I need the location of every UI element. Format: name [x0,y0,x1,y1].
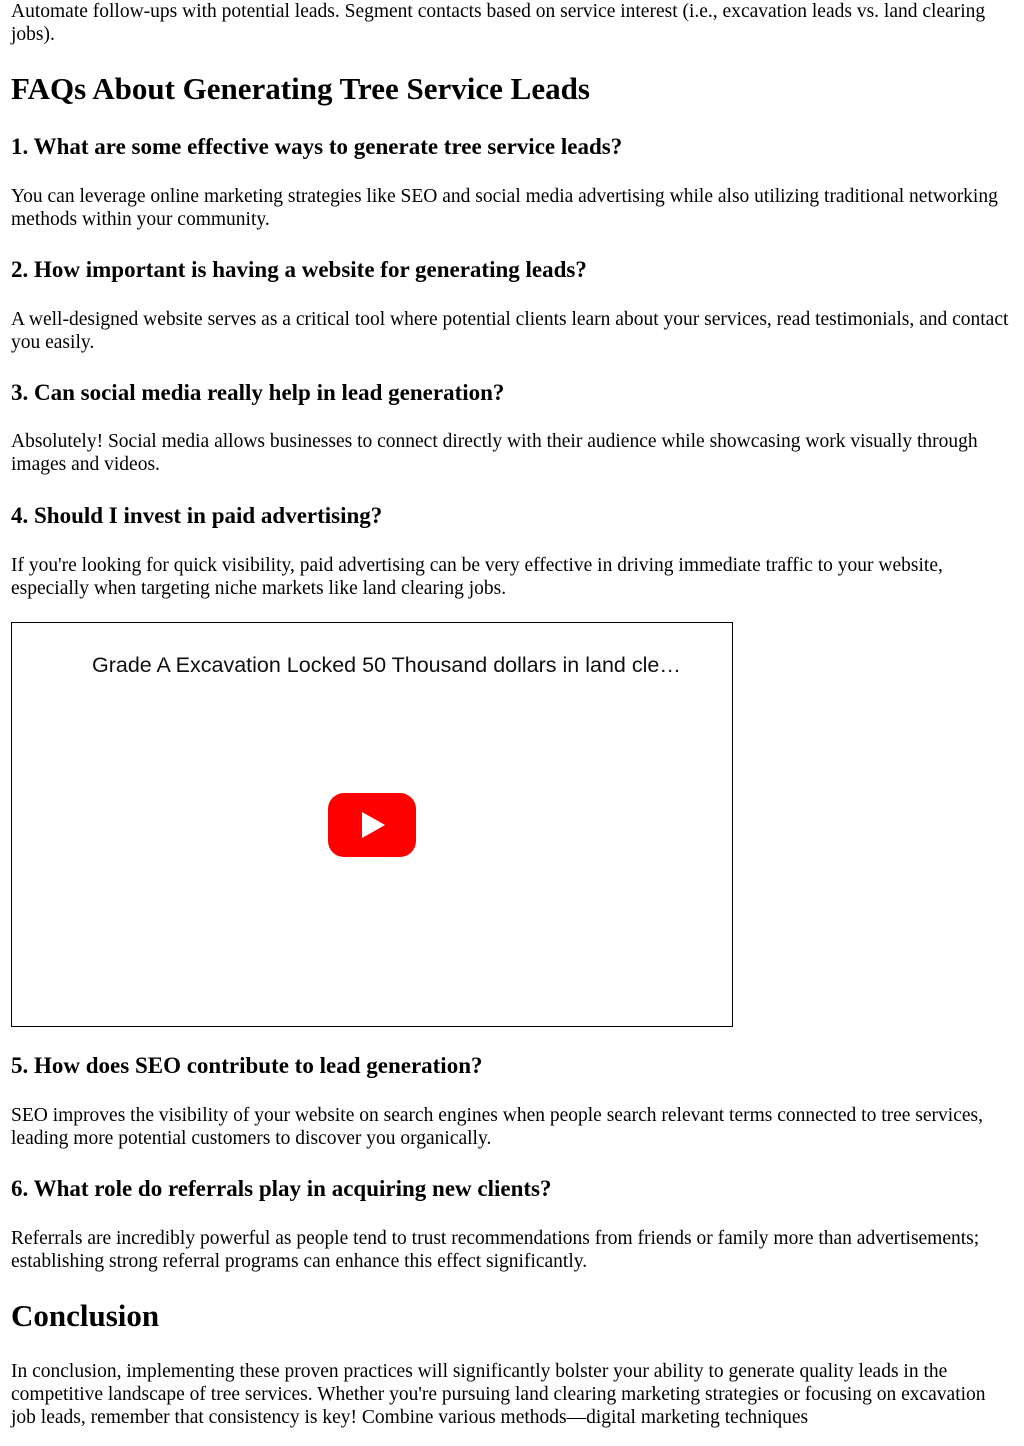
youtube-play-icon[interactable] [328,793,416,857]
embedded-video-player[interactable] [11,622,733,1027]
faq-answer-1: You can leverage online marketing strategies like SEO and social media advertising while also utilizing traditional networking methods within your community. [11,186,998,230]
conclusion-paragraph: In conclusion, implementing these proven practices will significantly bolster your ability to generate quality leads in the competitive landscape of tree services. Whether you're pursuing land clearing marketing strategies or focusing on excavation job leads, remember that consistency is key! Combine various methods—digital marketing techniques [11,1361,986,1428]
video-title[interactable]: Grade A Excavation Locked 50 Thousand dollars in land cle… [92,653,681,677]
faq-heading: FAQs About Generating Tree Service Leads [11,71,590,106]
faq-answer-6: Referrals are incredibly powerful as people tend to trust recommendations from friends or family more than advertisements; establishing strong referral programs can enhance this effect significantly. [11,1228,980,1272]
intro-paragraph: Automate follow-ups with potential leads. Segment contacts based on service interest (i.e., excavation leads vs. land clearing jobs). [11,1,986,45]
faq-question-6: 6. What role do referrals play in acquiring new clients? [11,1176,552,1201]
faq-answer-2: A well-designed website serves as a critical tool where potential clients learn about your services, read testimonials, and contact you easily. [11,309,1009,353]
faq-question-3: 3. Can social media really help in lead generation? [11,380,505,405]
faq-answer-3: Absolutely! Social media allows businesses to connect directly with their audience while showcasing work visually through images and videos. [11,431,978,475]
faq-answer-5: SEO improves the visibility of your website on search engines when people search relevant terms connected to tree services, leading more potential customers to discover you organically. [11,1105,983,1149]
play-button[interactable] [328,793,416,857]
conclusion-heading: Conclusion [11,1298,160,1333]
faq-answer-4: If you're looking for quick visibility, paid advertising can be very effective in driving immediate traffic to your website, especially when targeting niche markets like land clearing jobs. [11,555,943,599]
faq-question-4: 4. Should I invest in paid advertising? [11,503,383,528]
faq-question-5: 5. How does SEO contribute to lead generation? [11,1053,483,1078]
faq-question-2: 2. How important is having a website for generating leads? [11,257,587,282]
faq-question-1: 1. What are some effective ways to generate tree service leads? [11,134,623,159]
